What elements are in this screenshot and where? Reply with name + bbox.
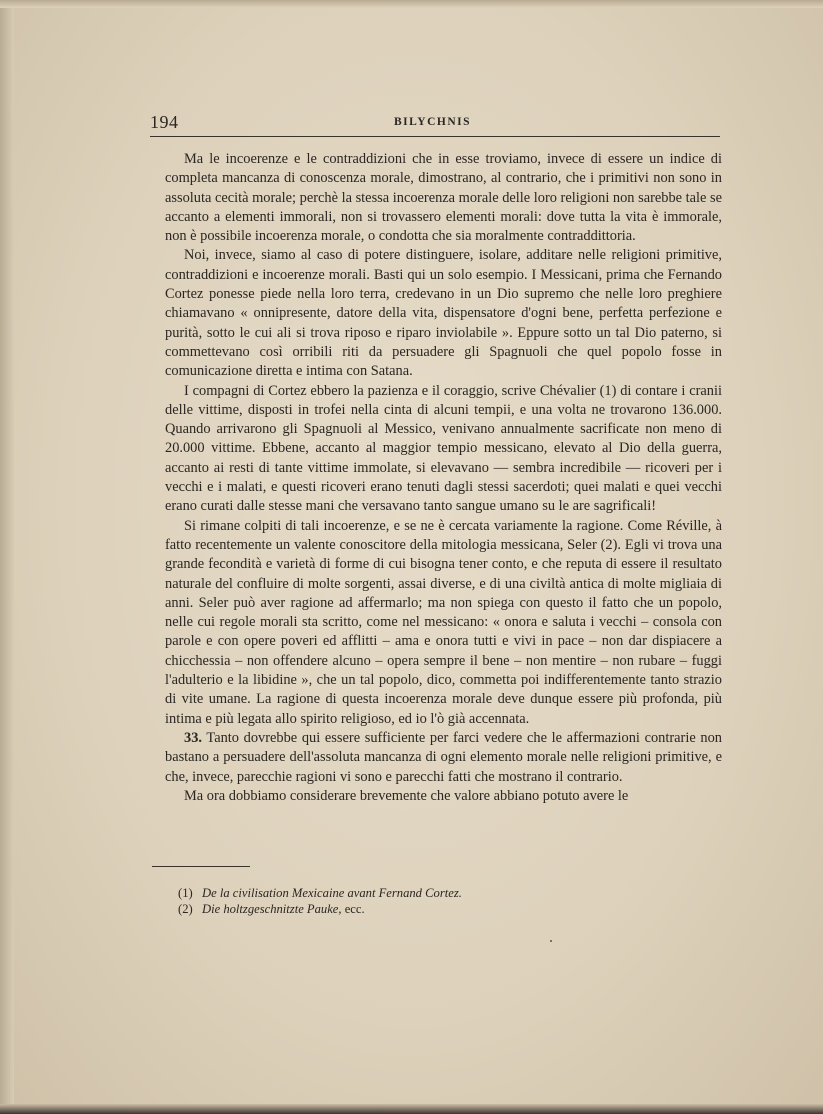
page-top-edge — [0, 0, 823, 8]
section-33-text: Tanto dovrebbe qui essere sufficiente per farci vedere che le affermazioni contrarie non bastano a persuadere dell'assoluta mancanza di ogni elemento morale nelle religioni primitive, e che, invece, parecchie ragioni vi sono e parecchi fatti che mostrano il contrario. — [165, 729, 722, 785]
running-title: BILYCHNIS — [394, 116, 471, 128]
page-bottom-edge — [0, 1104, 823, 1114]
footnote-rest: ecc. — [341, 901, 365, 916]
footnote-rule — [152, 866, 250, 867]
paragraph-33 — [165, 729, 722, 787]
header-rule — [150, 136, 720, 137]
footnote-number: (2) — [178, 901, 193, 916]
page-number: 194 — [150, 112, 179, 132]
page-left-edge — [0, 0, 14, 1114]
paragraph-3: I compagni di Cortez ebbero la pazienza e il coraggio, scrive Chévalier (1) di contare i cranii delle vittime, disposti in trofei nella cinta di alcuni tempii, e una volta ne trovarono 136.000. Quando arrivarono gli Spagnuoli al Messico, venivano annualmente sacrificate non meno di 20.000 vittime. Ebbene, accanto al maggior tempio messicano, elevato al Dio della guerra, accanto ai resti di tante vittime immolate, si elevavano — sembra incredibile — ricoveri per i vecchi e i malati, e questi ricoveri erano tenuti dagli stessi sacerdoti; quei malati e quei vecchi erano curati dalle stesse mani che versavano tanto sangue umano su le are sagrificali! — [165, 382, 722, 515]
body-text — [165, 150, 722, 806]
section-number: 33. — [184, 729, 202, 746]
footnote-title: Die holtzgeschnitzte Pauke, — [202, 901, 342, 916]
footnotes — [178, 886, 698, 917]
paragraph-2: Noi, invece, siamo al caso di potere distinguere, isolare, additare nelle religioni primitive, contraddizioni e incoerenze morali. Basti qui un solo esempio. I Messicani, prima che Fernando Cortez ponesse piede nella loro terra, credevano in un Dio supremo che nelle loro preghiere chiamavano « onnipresente, datore della vita, dispensatore d'ogni bene, perfetta perfezione e purità, sotto le cui ali si trova riposo e riparo inviolabile ». Eppure sotto un tal Dio paterno, si commettevano così orribili riti da persuadere gli Spagnuoli che quel popolo fosse in comunicazione diretta e intima con Satana. — [165, 247, 722, 380]
paragraph-4: Si rimane colpiti di tali incoerenze, e se ne è cercata variamente la ragione. Come Réville, à fatto recentemente un valente conoscitore della mitologia messicana, Seler (2). Egli vi trova una grande fecondità e varietà di forme di cui bisogna tener conto, e che reputa di essere il resultato naturale del confluire di molte sorgenti, assai diverse, e di una civiltà antica di molte migliaia di anni. Seler può aver ragione ad affermarlo; ma non spiega con questo il fatto che un popolo, nelle cui regole morali sta scritto, come nel messicano: « onora e saluta i vecchi – consola con parole e con opere poveri ed afflitti – ama e onora tutti e vivi in pace – non dar dispiacere a chicchessia – non offendere alcuno – opera sempre il bene – non mentire – non rubare – fuggi l'adulterio e la libidine », che un tal popolo, dico, commetta poi indifferentemente tanto strazio di vite umane. La ragione di questa incoerenza morale deve dunque essere più profonda, più intima e più legata allo spirito religioso, ed io l'ò già accennata. — [165, 517, 722, 727]
paragraph-1: Ma le incoerenze e le contraddizioni che in esse troviamo, invece di essere un indice di completa mancanza di conoscenza morale, dimostrano, al contrario, che i primitivi non sono in assoluta cecità morale; perchè la stessa incoerenza morale delle loro religioni non sarebbe tale se accanto a elementi immorali, non si trovassero elementi morali: dove tutta la vita è immorale, non è possibile incoerenza morale, o condotta che sia moralmente contraddittoria. — [165, 151, 722, 245]
closing-paragraph: Ma ora dobbiamo considerare brevemente che valore abbiano potuto avere le — [184, 787, 629, 804]
footnote-1 — [178, 886, 698, 902]
footnote-2 — [178, 902, 698, 918]
page-header — [150, 112, 715, 136]
footnote-number: (1) — [178, 886, 193, 900]
footnote-title: De la civilisation Mexicaine avant Fernand Cortez. — [202, 886, 462, 900]
paper-speck — [550, 940, 552, 942]
